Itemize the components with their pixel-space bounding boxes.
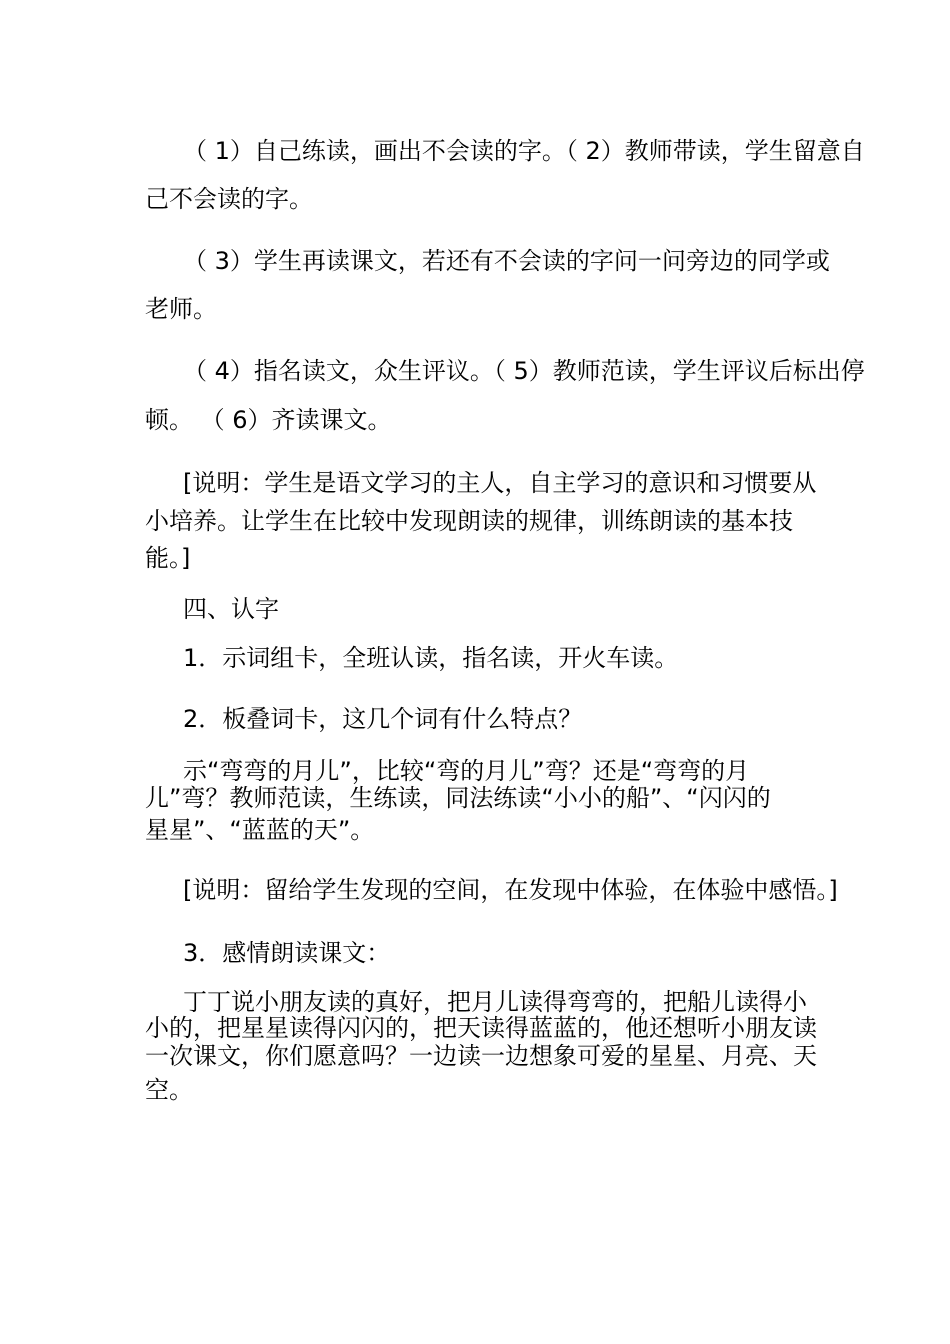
- paragraph-1-line-1: （ 1）自己练读，画出不会读的字。（ 2）教师带读，学生留意自: [183, 137, 865, 165]
- paragraph-2-line-1: （ 3）学生再读课文，若还有不会读的字问一问旁边的同学或: [183, 247, 830, 275]
- step-3: 3．感情朗读课文：: [183, 939, 391, 967]
- section-heading: 四、认字: [183, 595, 279, 623]
- paragraph-4-line-2: 儿”弯？教师范读，生练读，同法练读“小小的船”、“闪闪的: [145, 784, 771, 812]
- note-2: [说明：留给学生发现的空间，在发现中体验，在体验中感悟。]: [183, 876, 838, 904]
- paragraph-5-line-3: 一次课文，你们愿意吗？一边读一边想象可爱的星星、月亮、天: [145, 1042, 817, 1070]
- paragraph-3-line-2: 顿。 （ 6）齐读课文。: [145, 406, 392, 434]
- note-1-line-3: 能。]: [145, 544, 191, 572]
- step-1: 1．示词组卡，全班认读，指名读，开火车读。: [183, 644, 679, 672]
- step-2: 2．板叠词卡，这几个词有什么特点？: [183, 705, 583, 733]
- paragraph-4-line-1: 示“弯弯的月儿”，比较“弯的月儿”弯？还是“弯弯的月: [183, 757, 750, 785]
- note-1-line-2: 小培养。让学生在比较中发现朗读的规律，训练朗读的基本技: [145, 507, 793, 535]
- paragraph-4-line-3: 星星”、“蓝蓝的天”。: [145, 816, 375, 844]
- paragraph-5-line-4: 空。: [145, 1076, 193, 1104]
- note-1-line-1: [说明：学生是语文学习的主人，自主学习的意识和习惯要从: [183, 469, 817, 497]
- paragraph-3-line-1: （ 4）指名读文，众生评议。（ 5）教师范读，学生评议后标出停: [183, 357, 865, 385]
- paragraph-1-line-2: 己不会读的字。: [145, 185, 313, 213]
- paragraph-5-line-2: 小的，把星星读得闪闪的，把天读得蓝蓝的，他还想听小朋友读: [145, 1014, 817, 1042]
- paragraph-2-line-2: 老师。: [145, 295, 217, 323]
- paragraph-5-line-1: 丁丁说小朋友读的真好，把月儿读得弯弯的，把船儿读得小: [183, 988, 807, 1016]
